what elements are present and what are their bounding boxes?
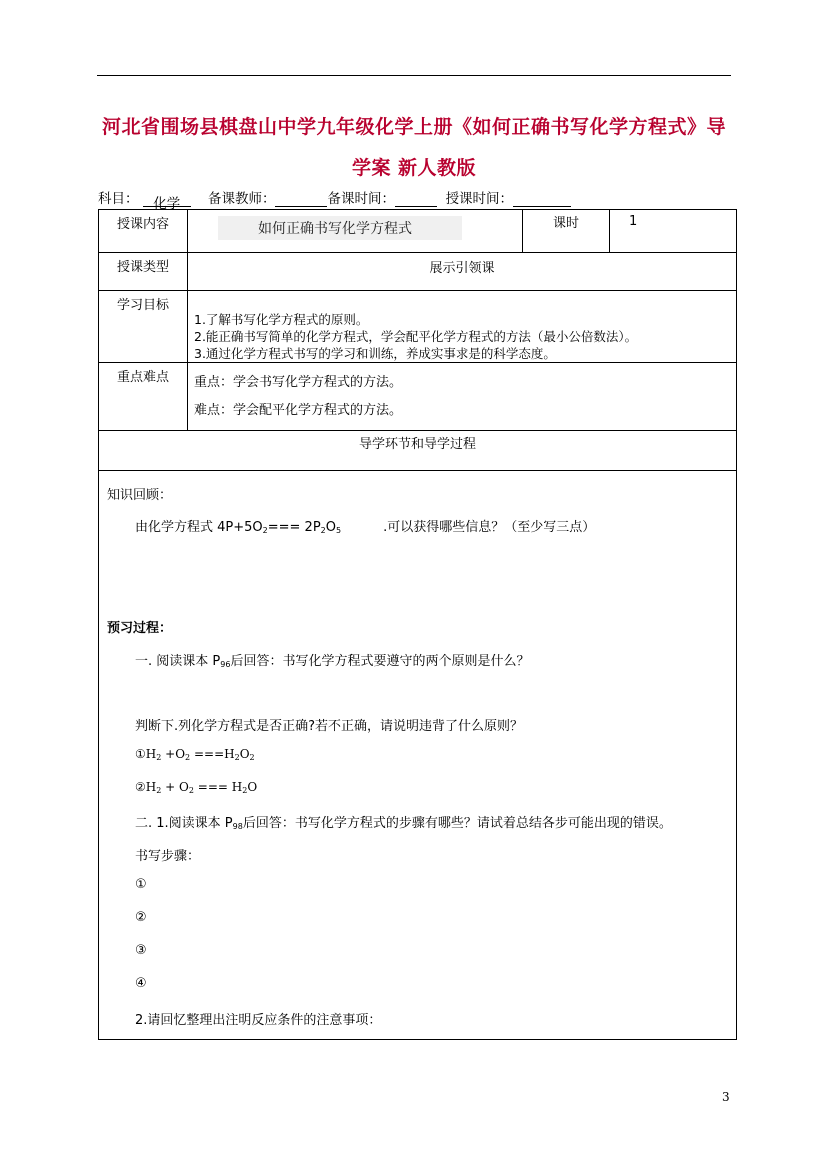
sub: 98 (232, 822, 243, 831)
sub: 2 (156, 786, 162, 795)
goal-item: 1.了解书写化学方程式的原则。 (194, 312, 369, 327)
sub: 2 (242, 786, 248, 795)
question-2 (135, 812, 672, 831)
review-q-suffix: .可以获得哪些信息？（至少写三点） (383, 520, 596, 535)
subject-value (143, 192, 191, 212)
content-value-cell (188, 210, 523, 253)
subject-value-text: 化学 (153, 196, 181, 212)
type-label: 授课类型 (99, 253, 188, 291)
steps-label: 书写步骤： (135, 849, 201, 864)
sub: 5 (335, 526, 342, 535)
sub: 96 (220, 660, 231, 669)
sub: 2 (234, 753, 240, 762)
review-q-o: O (325, 520, 336, 535)
page-number: 3 (722, 1090, 730, 1104)
step-item: ② (135, 910, 147, 925)
process-content (99, 471, 737, 1040)
prep-time-label: 备课时间： (327, 191, 395, 207)
sub: 2 (320, 526, 326, 535)
class-time-label: 授课时间： (445, 191, 514, 207)
review-label: 知识回顾： (107, 488, 173, 503)
eq-part: O (239, 747, 250, 761)
review-question (135, 516, 595, 535)
lesson-table (98, 209, 737, 1040)
eq-part: ①H (135, 747, 157, 761)
q1-prefix: 一. 阅读课本 P (135, 654, 221, 669)
q2-suffix: 后回答：书写化学方程式的步骤有哪些？请试着总结各步可能出现的错误。 (242, 816, 672, 831)
sub: 2 (249, 753, 255, 762)
document-title-line1: 河北省围场县棋盘山中学九年级化学上册《如何正确书写化学方程式》导 (101, 116, 726, 138)
question-1 (135, 650, 529, 669)
preview-label: 预习过程： (107, 621, 173, 636)
key-point: 重点：学会书写化学方程式的方法。 (194, 375, 403, 390)
process-header: 导学环节和导学过程 (99, 431, 737, 471)
teacher-blank[interactable] (275, 192, 327, 207)
subject-label: 科目： (98, 191, 139, 207)
type-value: 展示引领课 (188, 253, 737, 291)
key-points (188, 363, 737, 431)
document-title-line2: 学案 新人教版 (351, 157, 477, 179)
judge-instruction: 判断下.列化学方程式是否正确?若不正确，请说明违背了什么原则？ (135, 719, 524, 734)
goals-label: 学习目标 (99, 291, 188, 363)
hours-value: 1 (610, 210, 737, 253)
eq-part: + O (161, 780, 189, 794)
meta-line (98, 187, 571, 212)
sub: 2 (185, 753, 191, 762)
eq-part: === H (193, 780, 243, 794)
goal-item: 2.能正确书写简单的化学方程式，学会配平化学方程式的方法（最小公倍数法）。 (194, 329, 638, 344)
review-q-mid: === 2P (267, 520, 321, 535)
content-value: 如何正确书写化学方程式 (218, 216, 462, 240)
goals-list (188, 291, 737, 363)
prep-time-blank[interactable] (395, 192, 437, 207)
step-item: ③ (135, 943, 147, 958)
class-time-blank[interactable] (513, 192, 571, 207)
equation-1 (135, 747, 255, 762)
eq-part: ===H (190, 747, 235, 761)
sub: 2 (262, 526, 268, 535)
step-item: ④ (135, 976, 147, 991)
equation-2 (135, 780, 257, 795)
teacher-label: 备课教师： (207, 191, 276, 207)
eq-part: ②H (135, 780, 157, 794)
key-label: 重点难点 (99, 363, 188, 431)
question-3: 2.请回忆整理出注明反应条件的注意事项： (135, 1013, 382, 1028)
difficult-point: 难点：学会配平化学方程式的方法。 (194, 403, 403, 418)
sub: 2 (188, 786, 194, 795)
q2-prefix: 二. 1.阅读课本 P (135, 816, 233, 831)
q1-suffix: 后回答：书写化学方程式要遵守的两个原则是什么？ (230, 654, 530, 669)
sub: 2 (156, 753, 162, 762)
goal-item: 3.通过化学方程式书写的学习和训练，养成实事求是的科学态度。 (194, 346, 556, 361)
review-q-prefix: 由化学方程式 4P+5O (135, 520, 263, 535)
step-item: ① (135, 877, 147, 892)
hours-label: 课时 (523, 210, 610, 253)
content-label: 授课内容 (99, 210, 188, 253)
eq-part: O (247, 780, 258, 794)
header-rule (97, 75, 731, 76)
eq-part: +O (161, 747, 186, 761)
